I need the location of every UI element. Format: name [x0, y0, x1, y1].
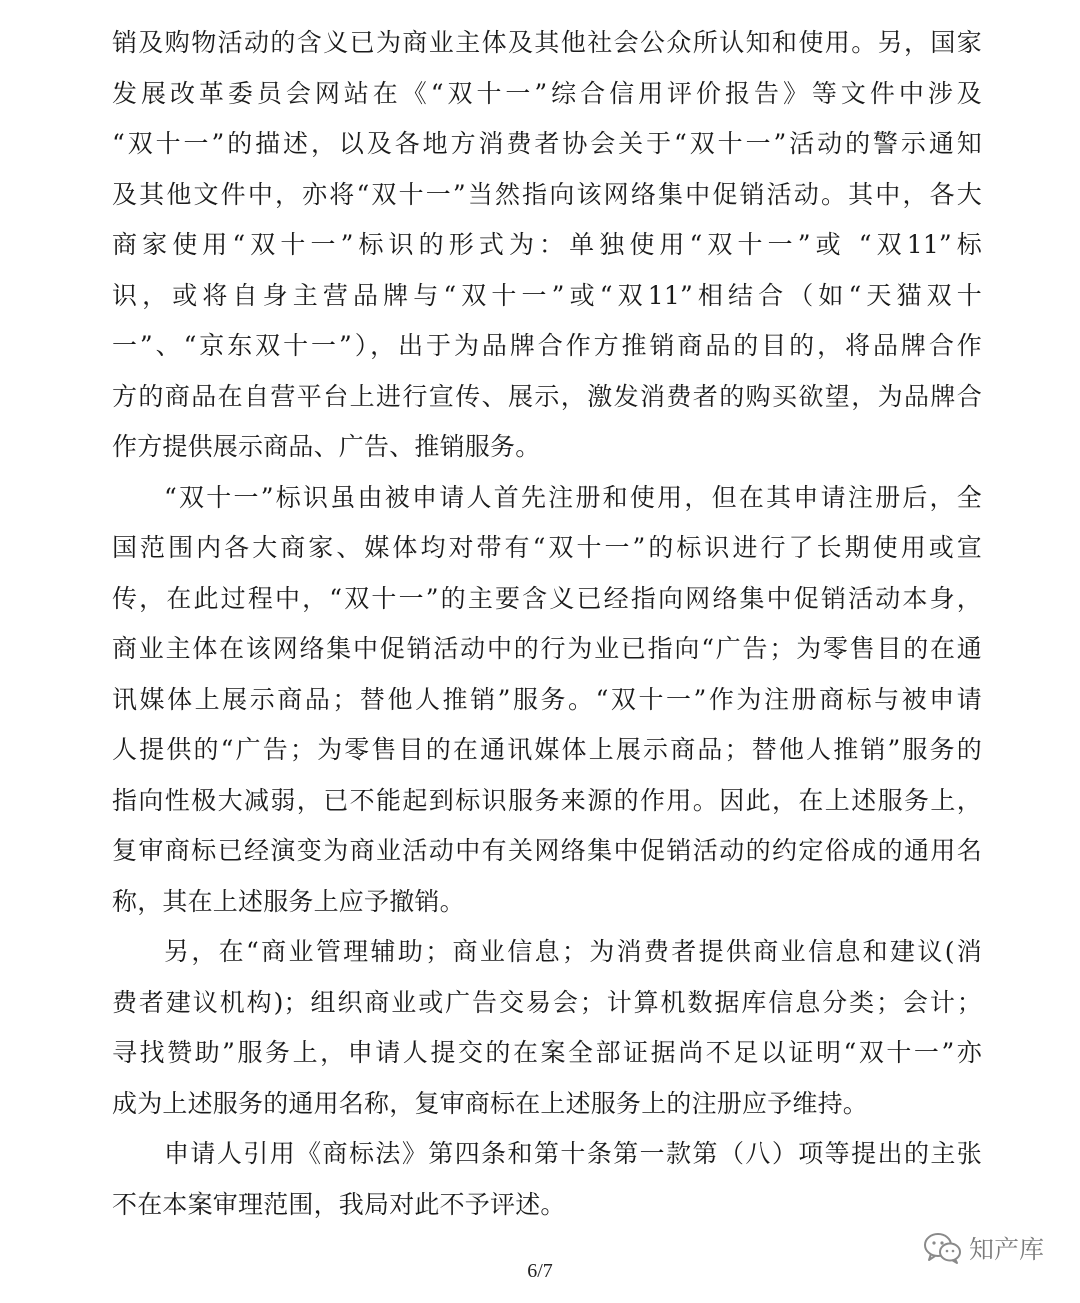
text-line: 不在本案审理范围，我局对此不予评述。 — [112, 1189, 566, 1219]
text-line: 传，在此过程中，“双十一”的主要含义已经指向网络集中促销活动本身， — [112, 583, 982, 613]
text-line: 人提供的“广告；为零售目的在通讯媒体上展示商品；替他人推销”服务的 — [112, 735, 982, 764]
wechat-icon — [923, 1231, 963, 1265]
text-line: 识，或将自身主营品牌与“双十一”或“双11”相结合（如“天猫双十 — [112, 280, 982, 310]
text-line: “双十一”标识虽由被申请人首先注册和使用，但在其申请注册后，全 — [164, 482, 982, 512]
text-line: 指向性极大减弱，已不能起到标识服务来源的作用。因此，在上述服务上， — [112, 785, 982, 815]
watermark — [923, 1230, 1044, 1266]
text-line: 发展改革委员会网站在《“双十一”综合信用评价报告》等文件中涉及 — [112, 78, 982, 108]
text-line: 商业主体在该网络集中促销活动中的行为业已指向“广告；为零售目的在通 — [112, 634, 982, 663]
text-line: 销及购物活动的含义已为商业主体及其他社会公众所认知和使用。另，国家 — [112, 28, 982, 57]
text-line: 国范围内各大商家、媒体均对带有“双十一”的标识进行了长期使用或宣 — [112, 533, 982, 562]
text-line: 方的商品在自营平台上进行宣传、展示，激发消费者的购买欲望，为品牌合 — [112, 381, 982, 411]
text-line: 成为上述服务的通用名称，复审商标在上述服务上的注册应予维持。 — [112, 1088, 869, 1118]
text-line: 及其他文件中，亦将“双十一”当然指向该网络集中促销活动。其中，各大 — [112, 179, 982, 209]
text-line: 费者建议机构)；组织商业或广告交易会；计算机数据库信息分类；会计； — [112, 987, 982, 1017]
paragraph — [112, 927, 982, 1129]
text-line: 一”、“京东双十一”），出于为品牌合作方推销商品的目的，将品牌合作 — [112, 331, 982, 360]
text-line: 讯媒体上展示商品；替他人推销”服务。“双十一”作为注册商标与被申请 — [112, 684, 982, 714]
document-body — [112, 18, 982, 1230]
text-line: 作方提供展示商品、广告、推销服务。 — [112, 432, 541, 461]
text-line: 复审商标已经演变为商业活动中有关网络集中促销活动的约定俗成的通用名 — [112, 836, 982, 865]
text-line: 商家使用“双十一”标识的形式为：单独使用“双十一”或 “双11”标 — [112, 230, 982, 259]
text-line: 申请人引用《商标法》第四条和第十条第一款第（八）项等提出的主张 — [164, 1139, 982, 1168]
page-number: 6/7 — [527, 1260, 553, 1282]
paragraph — [112, 473, 982, 928]
text-line: 称，其在上述服务上应予撤销。 — [112, 886, 465, 916]
paragraph — [112, 18, 982, 473]
text-line: 另，在“商业管理辅助；商业信息；为消费者提供商业信息和建议(消 — [164, 937, 982, 966]
text-line: “双十一”的描述，以及各地方消费者协会关于“双十一”活动的警示通知 — [112, 129, 982, 158]
paragraph — [112, 1129, 982, 1230]
watermark-text: 知产库 — [968, 1235, 1044, 1264]
text-line: 寻找赞助”服务上，申请人提交的在案全部证据尚不足以证明“双十一”亦 — [112, 1038, 982, 1067]
